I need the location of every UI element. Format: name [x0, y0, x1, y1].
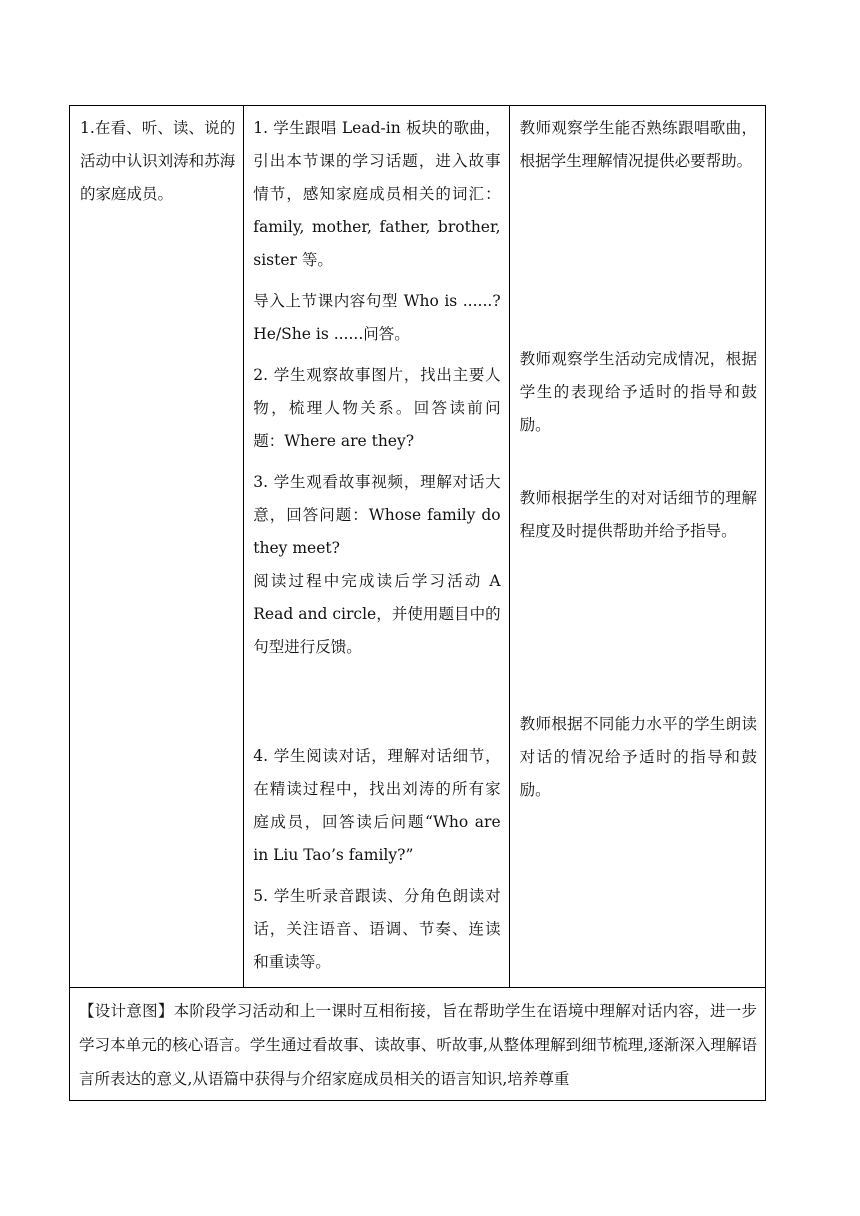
assessment-4-text: 教师根据不同能力水平的学生朗读对话的情况给予适时的指导和鼓励。: [519, 715, 757, 799]
design-intent-cell: [70, 988, 766, 1101]
activities-cell: [244, 106, 509, 988]
lesson-plan-table: [69, 105, 766, 1101]
activity-4-text: 4. 学生阅读对话，理解对话细节，在精读过程中，找出刘涛的所有家庭成员，回答读后问题“Who are in Liu Tao’s family?”: [253, 747, 501, 864]
assessment-cell: [509, 106, 765, 988]
assessment-1-text: 教师观察学生能否熟练跟唱歌曲，根据学生理解情况提供必要帮助。: [519, 119, 757, 170]
activity-5-text: 5. 学生听录音跟读、分角色朗读对话，关注语音、语调、节奏、连读和重读等。: [253, 887, 501, 971]
activity-3-text: 3. 学生观看故事视频，理解对话大意，回答问题：Whose family do they meet?: [253, 473, 501, 557]
learning-goal-text: 1.在看、听、读、说的活动中认识刘涛和苏海的家庭成员。: [80, 119, 236, 203]
design-intent-text: 【设计意图】本阶段学习活动和上一课时互相衔接，旨在帮助学生在语境中理解对话内容，进一步学习本单元的核心语言。学生通过看故事、读故事、听故事,从整体理解到细节梳理,逐渐深入理解语言所表达的意义,从语篇中获得与介绍家庭成员相关的语言知识,培养尊重: [79, 1002, 757, 1088]
activity-2-text: 2. 学生观察故事图片，找出主要人物，梳理人物关系。回答读前问题：Where are they?: [253, 366, 501, 450]
activity-1-text: 1. 学生跟唱 Lead-in 板块的歌曲，引出本节课的学习话题，进入故事情节，感知家庭成员相关的词汇：family, mother, father, brother, sister 等。: [253, 119, 501, 269]
activity-3-followup-text: 阅读过程中完成读后学习活动 A Read and circle，并使用题目中的句型进行反馈。: [253, 572, 501, 656]
design-intent-row: [70, 988, 766, 1101]
goal-cell: [70, 106, 244, 988]
activity-row: [70, 106, 766, 988]
assessment-3-text: 教师根据学生的对对话细节的理解程度及时提供帮助并给予指导。: [519, 489, 757, 540]
assessment-2-text: 教师观察学生活动完成情况，根据学生的表现给予适时的指导和鼓励。: [519, 350, 757, 434]
activity-1-followup-text: 导入上节课内容句型 Who is ......? He/She is ......问答。: [253, 292, 501, 343]
